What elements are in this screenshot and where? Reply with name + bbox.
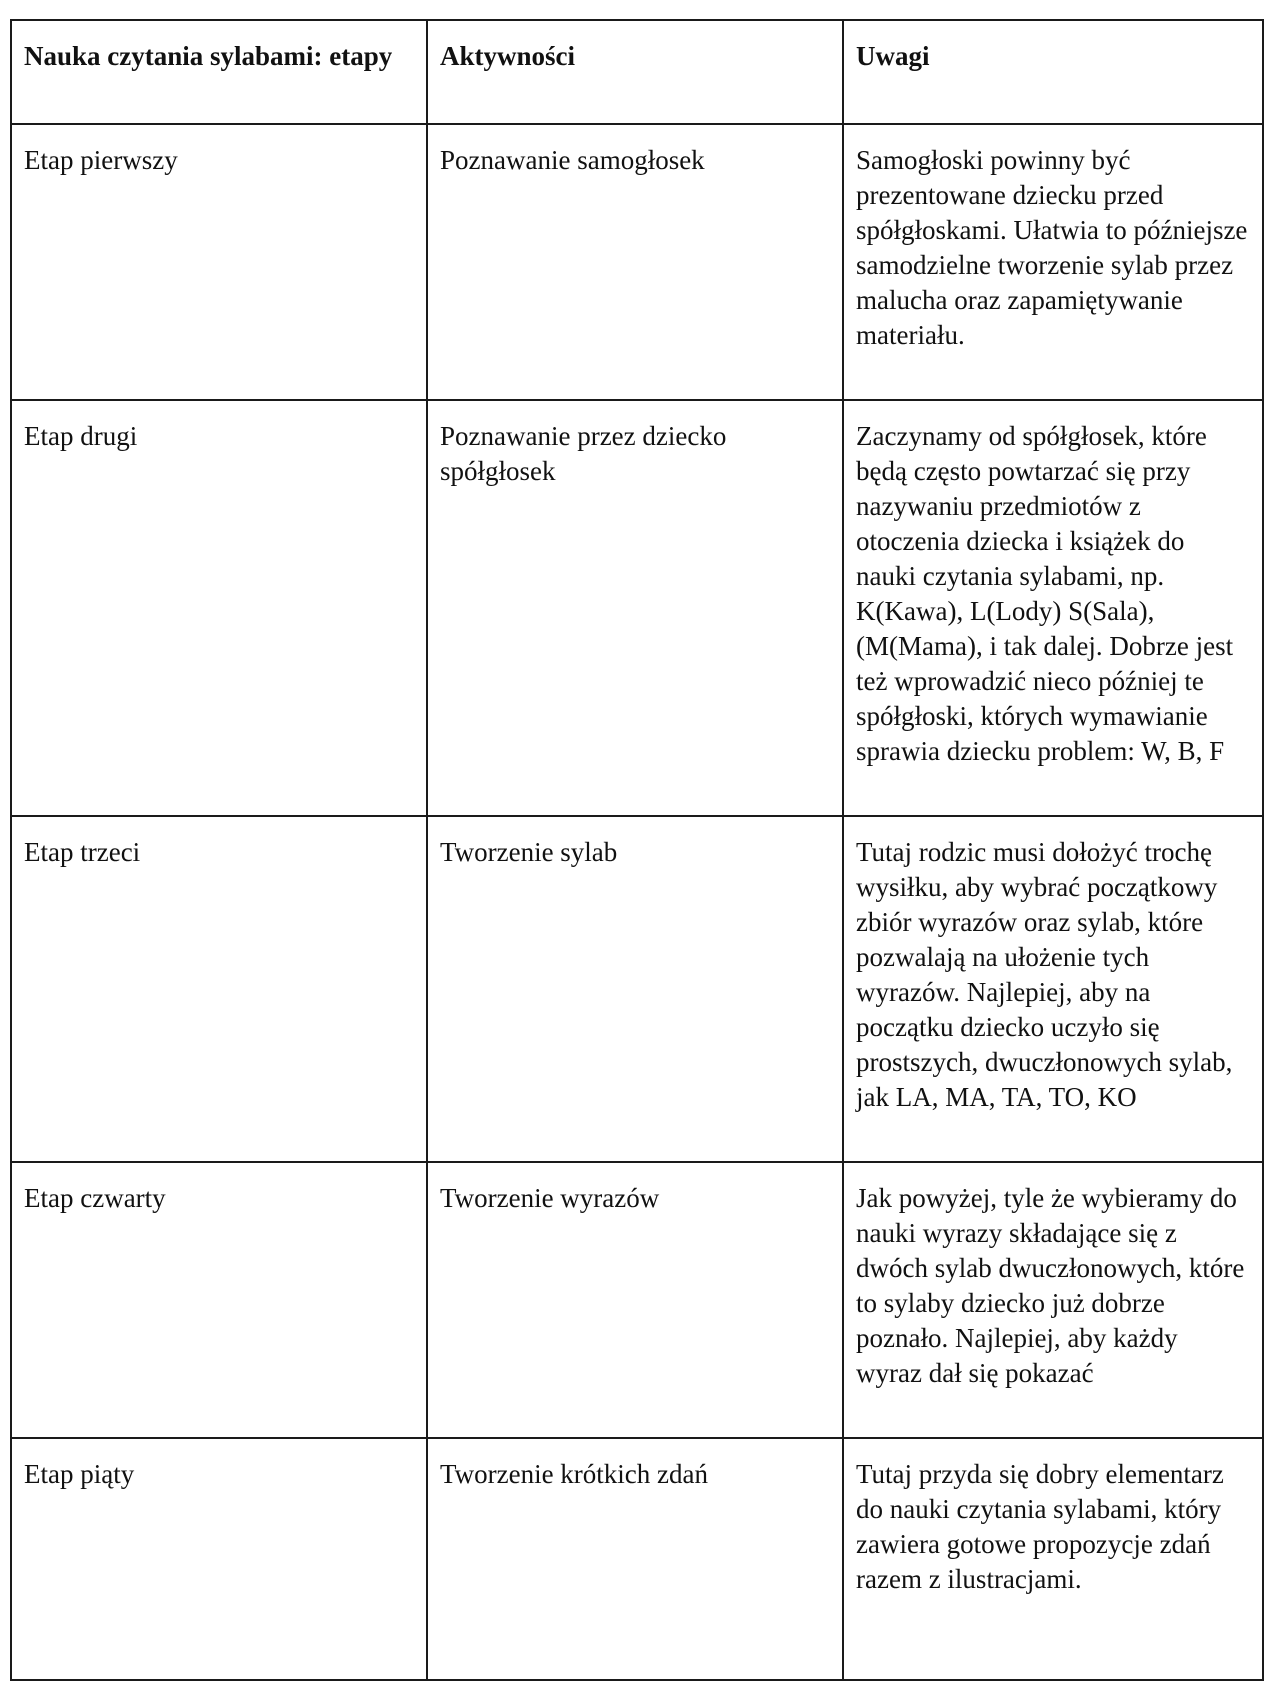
activity-cell: Poznawanie przez dziecko spółgłosek xyxy=(427,400,843,816)
stage-cell: Etap drugi xyxy=(11,400,427,816)
notes-cell: Samogłoski powinny być prezentowane dziecku przed spółgłoskami. Ułatwia to późniejsze samodzielne tworzenie sylab przez malucha oraz zapamiętywanie materiału. xyxy=(843,124,1263,400)
table-header-row xyxy=(11,20,1263,124)
activity-cell: Tworzenie wyrazów xyxy=(427,1162,843,1438)
stage-cell: Etap piąty xyxy=(11,1438,427,1680)
notes-cell: Tutaj przyda się dobry elementarz do nauki czytania sylabami, który zawiera gotowe propozycje zdań razem z ilustracjami. xyxy=(843,1438,1263,1680)
table-row xyxy=(11,816,1263,1162)
header-stages: Nauka czytania sylabami: etapy xyxy=(11,20,427,124)
reading-stages-table xyxy=(10,19,1264,1681)
header-notes: Uwagi xyxy=(843,20,1263,124)
activity-cell: Tworzenie sylab xyxy=(427,816,843,1162)
activity-cell: Poznawanie samogłosek xyxy=(427,124,843,400)
notes-cell: Zaczynamy od spółgłosek, które będą często powtarzać się przy nazywaniu przedmiotów z otoczenia dziecka i książek do nauki czytania sylabami, np. K(Kawa), L(Lody) S(Sala),(M(Mama), i tak dalej. Dobrze jest też wprowadzić nieco później te spółgłoski, których wymawianie sprawia dziecku problem: W, B, F xyxy=(843,400,1263,816)
stage-cell: Etap pierwszy xyxy=(11,124,427,400)
activity-cell: Tworzenie krótkich zdań xyxy=(427,1438,843,1680)
stage-cell: Etap trzeci xyxy=(11,816,427,1162)
header-activities: Aktywności xyxy=(427,20,843,124)
table-row xyxy=(11,124,1263,400)
table-row xyxy=(11,1162,1263,1438)
notes-cell: Tutaj rodzic musi dołożyć trochę wysiłku, aby wybrać początkowy zbiór wyrazów oraz sylab, które pozwalają na ułożenie tych wyrazów. Najlepiej, aby na początku dziecko uczyło się prostszych, dwuczłonowych sylab, jak LA, MA, TA, TO, KO xyxy=(843,816,1263,1162)
notes-cell: Jak powyżej, tyle że wybieramy do nauki wyrazy składające się z dwóch sylab dwuczłonowych, które to sylaby dziecko już dobrze poznało. Najlepiej, aby każdy wyraz dał się pokazać xyxy=(843,1162,1263,1438)
table-row xyxy=(11,400,1263,816)
stage-cell: Etap czwarty xyxy=(11,1162,427,1438)
table-row xyxy=(11,1438,1263,1680)
